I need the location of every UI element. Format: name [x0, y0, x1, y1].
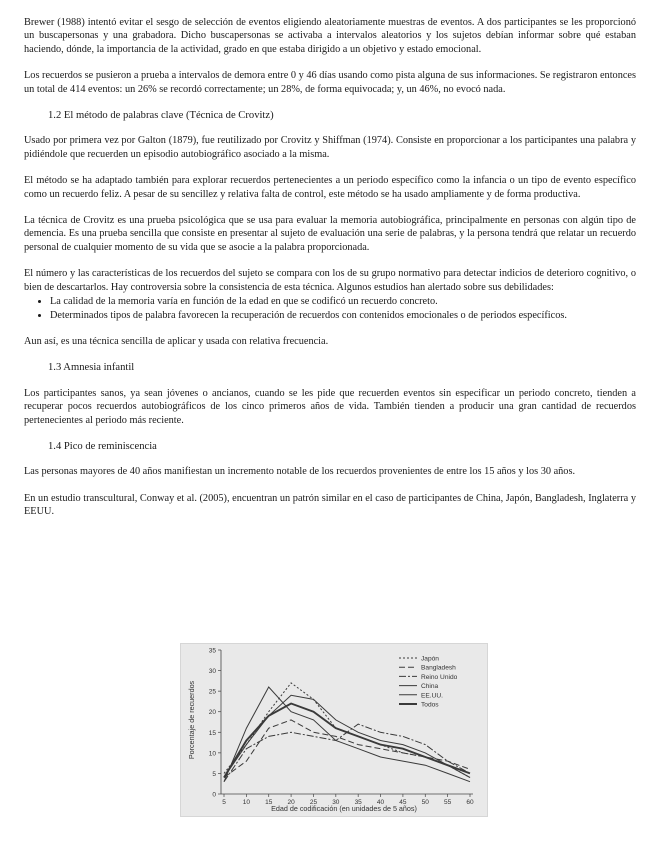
x-tick-label: 50: [421, 799, 429, 806]
paragraph-adaptation: El método se ha adaptado también para explorar recuerdos pertenecientes a un periodo específico como la infancia o un tipo de evento específico como un recuerdo feliz. A pesar de su sencillez y relativa falta de control, este método se ha usado ampliamente y de forma productiva.: [24, 175, 636, 200]
paragraph-reminiscence: Las personas mayores de 40 años manifiestan un incremento notable de los recuerdos provenientes de entre los 15 años y los 30 años.: [24, 466, 576, 478]
paragraph-normative: El número y las características de los recuerdos del sujeto se compara con los de su grupo normativo para detectar indicios de deterioro cognitivo, o bien de descartarlos. Hay controversia sobre la consistencia de esta técnica. Algunos estudios han alertado sobre sus debilidades:: [24, 268, 636, 293]
y-tick-label: 15: [208, 729, 216, 737]
legend-label: Todos: [421, 701, 439, 709]
x-tick-label: 5: [222, 799, 226, 806]
x-tick-label: 60: [466, 799, 474, 806]
heading-1-3: 1.3 Amnesia infantil: [48, 362, 135, 374]
list-item: • La calidad de la memoria varía en función de la edad en que se codificó un recuerdo concreto.: [50, 295, 636, 308]
legend-label: China: [421, 683, 439, 691]
heading-1-2: 1.2 El método de palabras clave (Técnica de Crovitz): [48, 110, 274, 122]
y-tick-label: 25: [208, 688, 216, 696]
legend-label: Japón: [421, 655, 439, 663]
chart-x-label: Edad de codificación (en unidades de 5 años): [271, 804, 417, 813]
legend-label: EE.UU.: [421, 692, 443, 700]
chart-svg: [181, 644, 487, 816]
y-tick-label: 10: [208, 750, 216, 758]
list-item: • Determinados tipos de palabra favorecen la recuperación de recuerdos con contenidos emocionales o de periodos específicos.: [50, 309, 636, 322]
paragraph-galton: Usado por primera vez por Galton (1879), fue reutilizado por Crovitz y Shiffman (1974). Consiste en proporcionar a los participantes una palabra y pidiéndole que recuerden un episodio autobiográfico asociado a la misma.: [24, 135, 636, 160]
reminiscence-chart: [180, 643, 488, 817]
paragraph-brewer: Brewer (1988) intentó evitar el sesgo de selección de eventos eligiendo aleatoriamente muestras de eventos. A dos participantes se les proporcionó un buscapersonas y una grabadora. Dicho buscapersonas se activaba a intervalos aleatorios y los sujetos debían informar sobre qué estaban haciendo, dónde, la importancia de la actividad, grado en que estaba dirigido a un objetivo y estado emocional.: [24, 17, 636, 55]
paragraph-amnesia: Los participantes sanos, ya sean jóvenes o ancianos, cuando se les pide que recuerden eventos sin especificar un periodo concreto, tienden a recuperar pocos recuerdos autobiográficos de los cinco primeros años de vida. También tienden a producir una gran cantidad de recuerdos pertenecientes al periodo más reciente.: [24, 387, 636, 426]
paragraph-conclusion: Aun así, es una técnica sencilla de aplicar y usada con relativa frecuencia.: [24, 335, 329, 347]
y-tick-label: 20: [208, 709, 216, 717]
y-tick-label: 5: [212, 770, 216, 778]
y-tick-label: 30: [208, 668, 216, 676]
paragraph-results: Los recuerdos se pusieron a prueba a intervalos de demora entre 0 y 46 días usando como pista alguna de sus informaciones. Se registraron entonces un total de 414 eventos: un 26% se recordó correctamente; un 28%, de forma equivocada; y, un 46%, no evocó nada.: [24, 70, 636, 95]
weakness-list: [24, 295, 636, 322]
x-tick-label: 25: [309, 799, 318, 806]
chart-y-label: Porcentaje de recuerdos: [187, 680, 196, 760]
document-body: [24, 16, 636, 532]
x-tick-label: 35: [354, 799, 362, 806]
legend-label: Reino Unido: [421, 673, 458, 681]
heading-1-4: 1.4 Pico de reminiscencia: [48, 440, 157, 452]
y-tick-label: 35: [208, 647, 216, 655]
paragraph-crovitz: La técnica de Crovitz es una prueba psicológica que se usa para evaluar la memoria autobiográfica, principalmente en personas con algún tipo de demencia. Es una prueba sencilla que consiste en presentar al sujeto de evaluación una serie de palabras, y la persona tendrá que relatar un recuerdo personal de cualquier momento de su vida que se asocie a la palabra proporcionada.: [24, 215, 636, 253]
x-tick-label: 30: [332, 799, 340, 806]
x-tick-label: 45: [399, 799, 407, 806]
legend-label: Bangladesh: [421, 664, 456, 672]
x-tick-label: 55: [444, 799, 452, 806]
x-tick-label: 15: [265, 799, 273, 806]
x-tick-label: 10: [242, 799, 250, 806]
x-tick-label: 20: [287, 799, 295, 806]
x-tick-label: 40: [376, 799, 385, 806]
y-tick-label: 0: [212, 791, 216, 799]
paragraph-conway: En un estudio transcultural, Conway et al. (2005), encuentran un patrón similar en el caso de participantes de China, Japón, Bangladesh, Inglaterra y EEUU.: [24, 492, 636, 518]
series-line: [224, 720, 470, 778]
